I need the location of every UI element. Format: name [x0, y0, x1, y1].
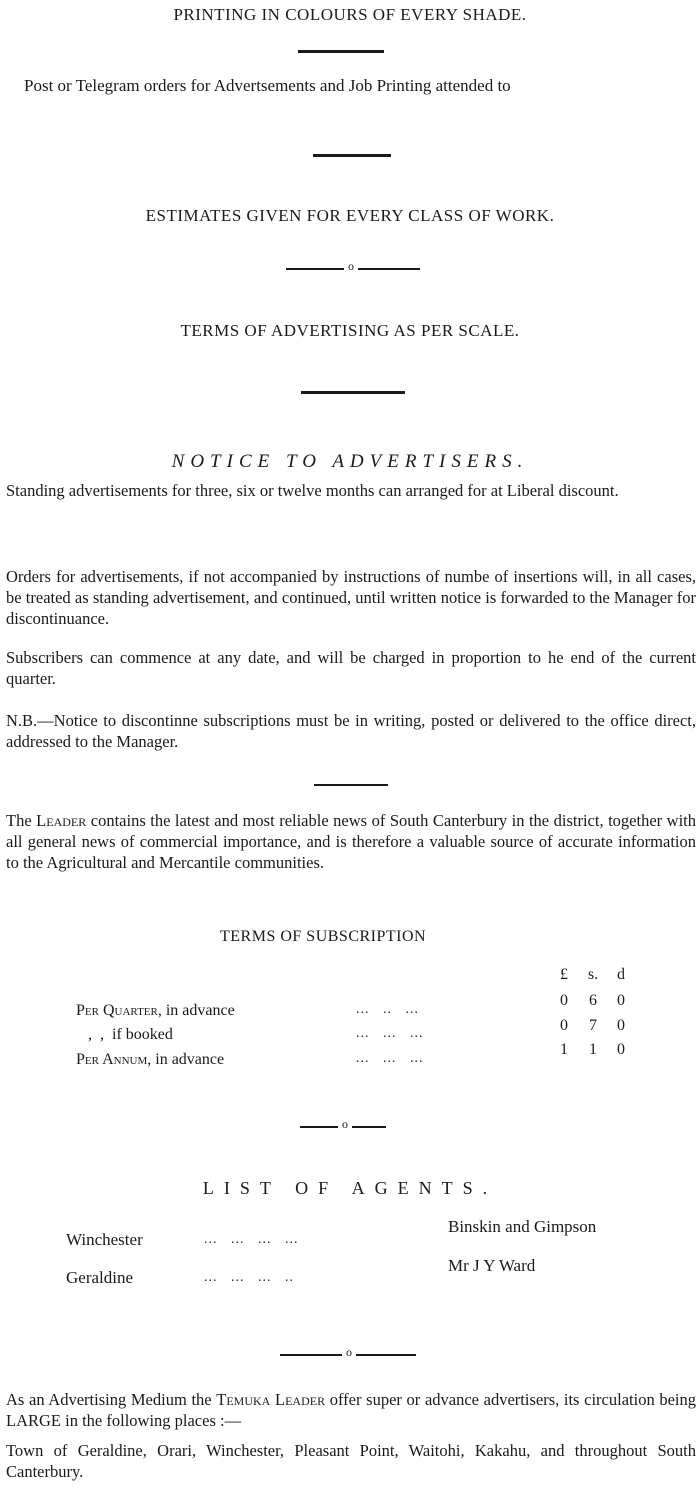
leader-dots: ... ... ... ...	[204, 1232, 299, 1247]
leader-dots: ... ... ... ..	[204, 1270, 294, 1285]
row3-pence: 0	[617, 1041, 625, 1058]
estimates-heading: ESTIMATES GIVEN FOR EVERY CLASS OF WORK.	[145, 206, 555, 225]
notice-title: NOTICE TO ADVERTISERS.	[171, 451, 529, 472]
subscription-row-label: , , if booked	[88, 1026, 173, 1043]
leader-paragraph: The Leader contains the latest and most reliable news of South Canterbury in the district, together with all general news of commercial importance, and is therefore a valuable source of accurate information to the Agricultural and Mercantile communities.	[6, 811, 697, 872]
notice-paragraph-1: Standing advertisements for three, six or twelve months can arranged for at Liberal discount.	[6, 481, 619, 500]
row3-shillings: 1	[589, 1041, 597, 1058]
divider	[314, 784, 388, 786]
leader-dots: ... .. ...	[356, 1002, 419, 1017]
row1-pounds: 0	[560, 992, 568, 1009]
agents-title: LIST OF AGENTS.	[202, 1178, 498, 1198]
row1-pence: 0	[617, 992, 625, 1009]
agent-name: Mr J Y Ward	[448, 1256, 536, 1275]
leader-name: Leader	[36, 811, 87, 830]
subscription-row-label: Per Quarter, in advance	[76, 1002, 235, 1019]
notice-paragraph-2: Orders for advertisements, if not accompanied by instructions of numbe of insertions will, in all cases, be treated as standing advertisement, and continued, until written notice is forwarded to the Manager for discontinuance.	[6, 567, 696, 628]
header-pence: d	[617, 966, 625, 983]
temuka-leader-name: Temuka Leader	[216, 1390, 326, 1409]
header-shillings: s.	[587, 966, 599, 983]
subscription-title: TERMS OF SUBSCRIPTION	[220, 928, 427, 945]
ornament-divider: o	[286, 262, 420, 276]
row2-pence: 0	[617, 1017, 625, 1034]
leader-dots: ... ... ...	[356, 1051, 424, 1066]
row2-pounds: 0	[560, 1017, 568, 1034]
circulation-places-paragraph: Town of Geraldine, Orari, Winchester, Pleasant Point, Waitohi, Kakahu, and throughout South Canterbury.	[6, 1441, 696, 1481]
divider	[313, 154, 391, 157]
advertising-medium-paragraph: As an Advertising Medium the Temuka Leader offer super or advance advertisers, its circulation being LARGE in the following places :—	[6, 1390, 697, 1430]
post-orders-line: Post or Telegram orders for Advertsements and Job Printing attended to	[24, 76, 511, 95]
agent-name: Binskin and Gimpson	[448, 1217, 597, 1236]
header-pounds: £	[560, 966, 568, 983]
agent-place: Geraldine	[66, 1268, 134, 1287]
ornament-divider: o	[300, 1120, 386, 1134]
terms-advertising-heading: TERMS OF ADVERTISING AS PER SCALE.	[180, 321, 520, 340]
divider	[298, 50, 384, 53]
notice-paragraph-4: N.B.—Notice to discontinne subscriptions must be in writing, posted or delivered to the office direct, addressed to the Manager.	[6, 711, 696, 751]
printing-heading: PRINTING IN COLOURS OF EVERY SHADE.	[173, 5, 527, 24]
row2-shillings: 7	[589, 1017, 597, 1034]
subscription-row-label: Per Annum, in advance	[76, 1051, 225, 1068]
notice-paragraph-3: Subscribers can commence at any date, and will be charged in proportion to he end of the current quarter.	[6, 648, 696, 688]
agent-place: Winchester	[66, 1230, 143, 1249]
divider	[301, 391, 405, 394]
leader-dots: ... ... ...	[356, 1026, 424, 1041]
row3-pounds: 1	[560, 1041, 568, 1058]
row1-shillings: 6	[589, 992, 597, 1009]
ornament-divider: o	[280, 1348, 416, 1362]
